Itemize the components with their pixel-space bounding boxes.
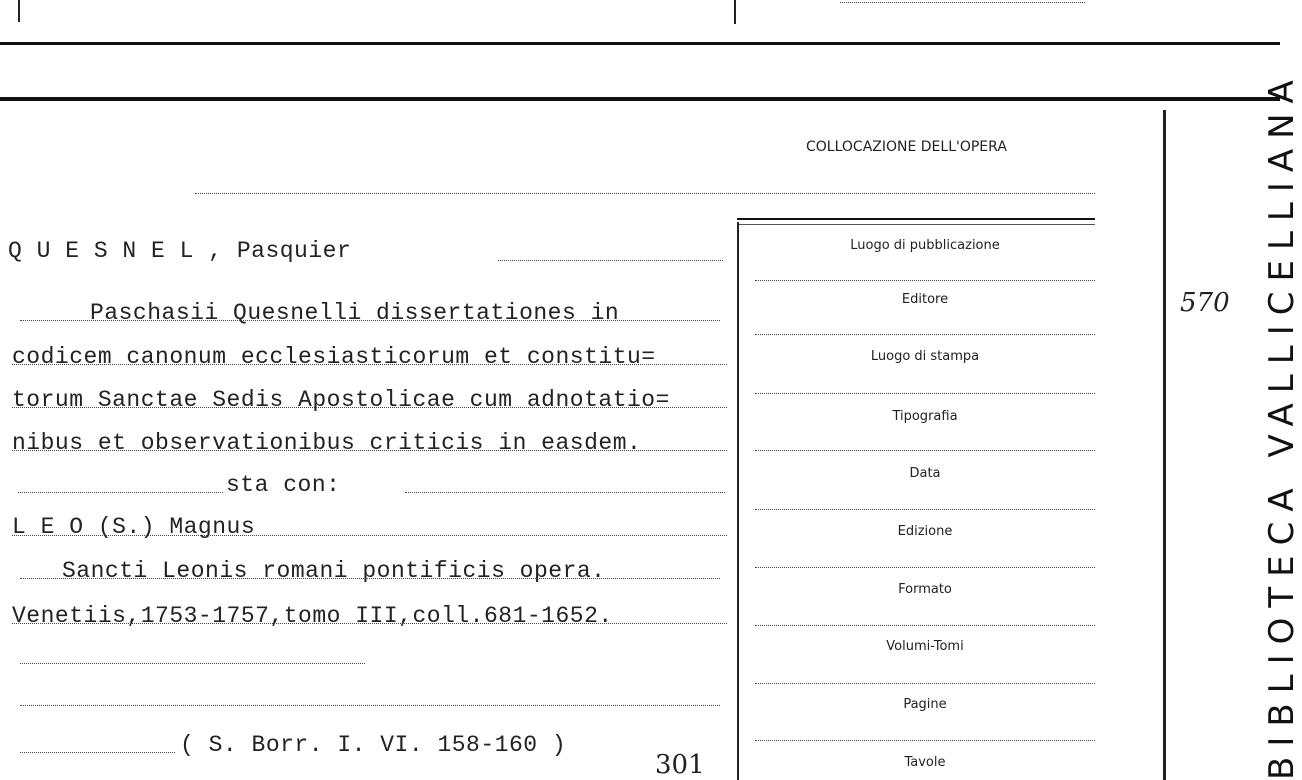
field-tipografia: Tipografia: [892, 409, 958, 424]
imprint-dotted-line: [12, 623, 727, 624]
title-dotted-line-1: [20, 320, 720, 321]
title-line-1: Paschasii Quesnelli dissertationes in: [90, 300, 620, 326]
title-dotted-line-4: [12, 450, 727, 451]
second-author-line: L E O (S.) Magnus: [12, 514, 256, 540]
collocazione-heading: COLLOCAZIONE DELL'OPERA: [806, 139, 1007, 155]
title-line-4: nibus et observationibus criticis in easdem.: [12, 430, 642, 456]
fields-box-left-border: [737, 222, 739, 780]
second-title-dotted-line: [20, 578, 720, 579]
title-dotted-line-2: [12, 364, 727, 365]
top-left-tick: [18, 0, 20, 22]
field-dots-7: [755, 683, 1095, 684]
library-stamp: BIBLIOTECA VALLICELLIANA: [1262, 70, 1302, 780]
top-thick-rule: [0, 97, 1280, 101]
field-dots-8: [755, 740, 1095, 741]
field-dots-2: [755, 393, 1095, 394]
title-line-3: torum Sanctae Sedis Apostolicae cum adnotatio=: [12, 387, 670, 413]
handwritten-bottom-number: 301: [655, 750, 705, 780]
field-tavole: Tavole: [904, 755, 946, 770]
field-volumi-tomi: Volumi-Tomi: [886, 639, 964, 654]
second-author-dotted-line: [12, 535, 727, 536]
blank-dotted-line-1: [20, 663, 365, 664]
field-pagine: Pagine: [903, 697, 947, 712]
top-mid-tick: [734, 0, 736, 24]
top-edge-rule: [0, 42, 1280, 45]
reference-line: ( S. Borr. I. VI. 158-160 ): [180, 732, 567, 758]
blank-dotted-line-2: [20, 705, 720, 706]
collocazione-dotted-line: [195, 193, 1095, 194]
fields-box-top-rule: [737, 218, 1095, 220]
field-dots-6: [755, 625, 1095, 626]
field-edizione: Edizione: [897, 524, 953, 539]
sta-con-line: sta con:: [226, 472, 341, 498]
imprint-line: Venetiis,1753-1757,tomo III,coll.681-1652.: [12, 603, 613, 629]
top-dotted-line: [840, 2, 1085, 3]
author-line: Q U E S N E L , Pasquier: [8, 238, 352, 264]
second-title-line: Sancti Leonis romani pontificis opera.: [62, 558, 606, 584]
card-right-border: [1163, 110, 1166, 780]
field-data: Data: [909, 466, 941, 481]
field-editore: Editore: [901, 292, 949, 307]
field-dots-4: [755, 509, 1095, 510]
handwritten-margin-number: 570: [1180, 288, 1230, 318]
field-dots-1: [755, 334, 1095, 335]
field-dots-0: [755, 280, 1095, 281]
reference-dotted-left: [20, 752, 175, 753]
fields-box-top-rule-2: [737, 224, 1095, 225]
field-dots-5: [755, 567, 1095, 568]
field-dots-3: [755, 450, 1095, 451]
author-dotted-line: [498, 260, 723, 261]
field-luogo-pubblicazione: Luogo di pubblicazione: [850, 238, 1000, 253]
field-luogo-stampa: Luogo di stampa: [870, 349, 980, 364]
field-formato: Formato: [898, 582, 952, 597]
sta-con-dotted-right: [405, 492, 725, 493]
sta-con-dotted-left: [18, 492, 223, 493]
title-dotted-line-3: [12, 407, 727, 408]
title-line-2: codicem canonum ecclesiasticorum et constitu=: [12, 344, 656, 370]
